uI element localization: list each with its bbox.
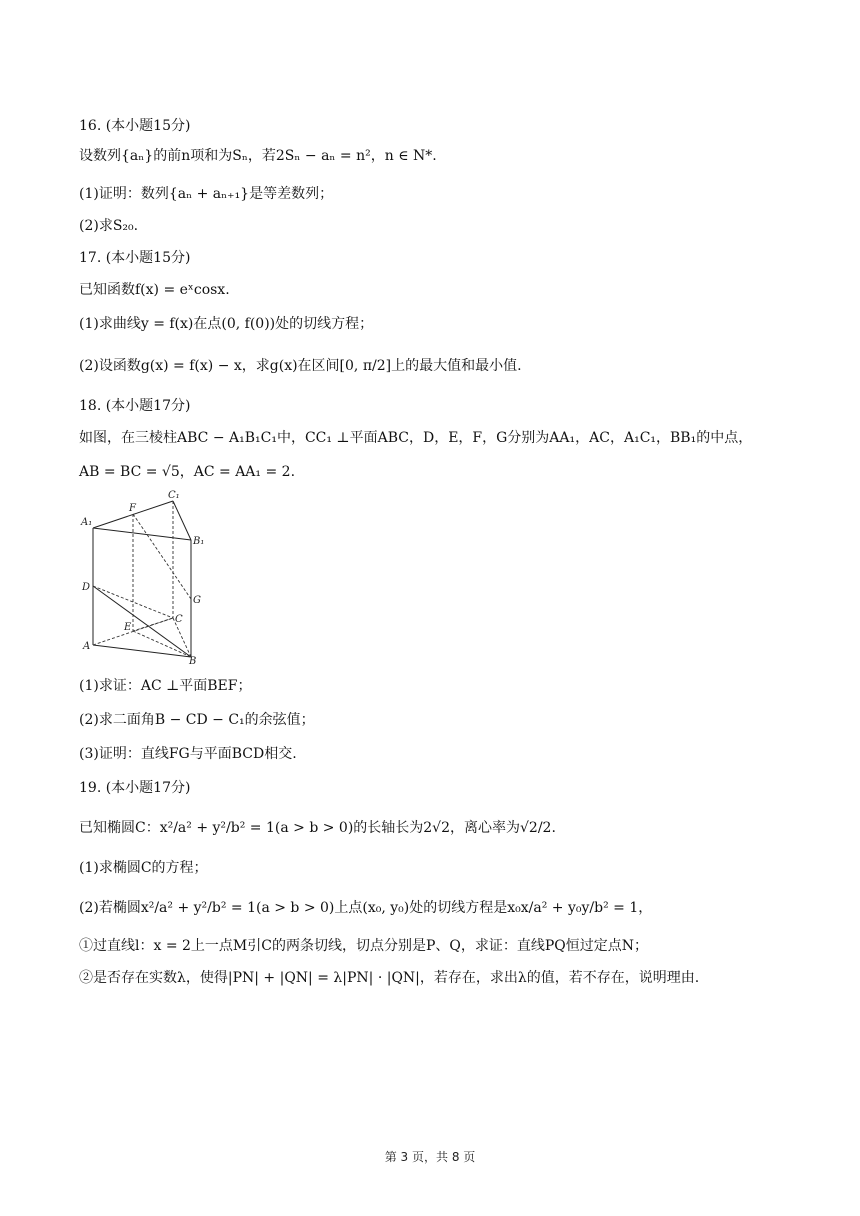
problem-18-part-2: (2)求二面角B − CD − C₁的余弦值； <box>79 712 315 728</box>
problem-16-statement: 设数列{aₙ}的前n项和为Sₙ，若2Sₙ − aₙ = n²，n ∈ N*. <box>79 148 437 164</box>
problem-16-part-1: (1)证明：数列{aₙ + aₙ₊₁}是等差数列； <box>79 186 334 202</box>
problem-18-part-3: (3)证明：直线FG与平面BCD相交. <box>79 746 297 762</box>
problem-19-part-2-sub-2: ②是否存在实数λ，使得|PN| + |QN| = λ|PN| · |QN|，若存在，求出λ的值，若不存在，说明理由. <box>79 970 700 986</box>
problem-17-part-2: (2)设函数g(x) = f(x) − x，求g(x)在区间[0, π/2]上的最大值和最小值. <box>79 358 522 374</box>
problem-18-header: 18. (本小题17分) <box>79 398 191 414</box>
problem-17-part-1: (1)求曲线y = f(x)在点(0, f(0))处的切线方程； <box>79 316 374 332</box>
label-C1: C₁ <box>168 490 180 501</box>
problem-18-statement: 如图，在三棱柱ABC − A₁B₁C₁中，CC₁ ⊥平面ABC，D，E，F，G分别为AA₁，AC，A₁C₁，BB₁的中点， <box>79 430 753 446</box>
label-B1: B₁ <box>193 536 205 547</box>
label-A: A <box>83 641 91 652</box>
problem-19-part-2-sub-1: ①过直线l：x = 2上一点M引C的两条切线，切点分别是P、Q，求证：直线PQ恒过定点N； <box>79 938 649 954</box>
problem-18-part-1: (1)求证：AC ⊥平面BEF； <box>79 678 252 694</box>
label-F: F <box>129 503 136 514</box>
problem-17-header: 17. (本小题15分) <box>79 250 191 266</box>
page-footer: 第 3 页，共 8 页 <box>384 1150 476 1164</box>
problem-18-given: AB = BC = √5，AC = AA₁ = 2. <box>79 464 296 480</box>
problem-16-part-2: (2)求S₂₀. <box>79 218 139 234</box>
problem-19-part-1: (1)求椭圆C的方程； <box>79 860 208 876</box>
problem-19-statement: 已知椭圆C：x²/a² + y²/b² = 1(a > b > 0)的长轴长为2√2，离心率为√2/2. <box>79 820 556 836</box>
label-D: D <box>82 582 91 593</box>
problem-17-statement: 已知函数f(x) = eˣcosx. <box>79 282 230 298</box>
prism-figure <box>79 490 214 665</box>
problem-19-header: 19. (本小题17分) <box>79 780 191 796</box>
problem-16-header: 16. (本小题15分) <box>79 118 191 134</box>
label-G: G <box>193 595 201 606</box>
label-A1: A₁ <box>81 517 93 528</box>
label-E: E <box>124 622 132 633</box>
label-C: C <box>175 614 183 625</box>
problem-19-part-2: (2)若椭圆x²/a² + y²/b² = 1(a > b > 0)上点(x₀, y₀)处的切线方程是x₀x/a² + y₀y/b² = 1， <box>79 900 653 916</box>
label-B: B <box>189 656 197 665</box>
